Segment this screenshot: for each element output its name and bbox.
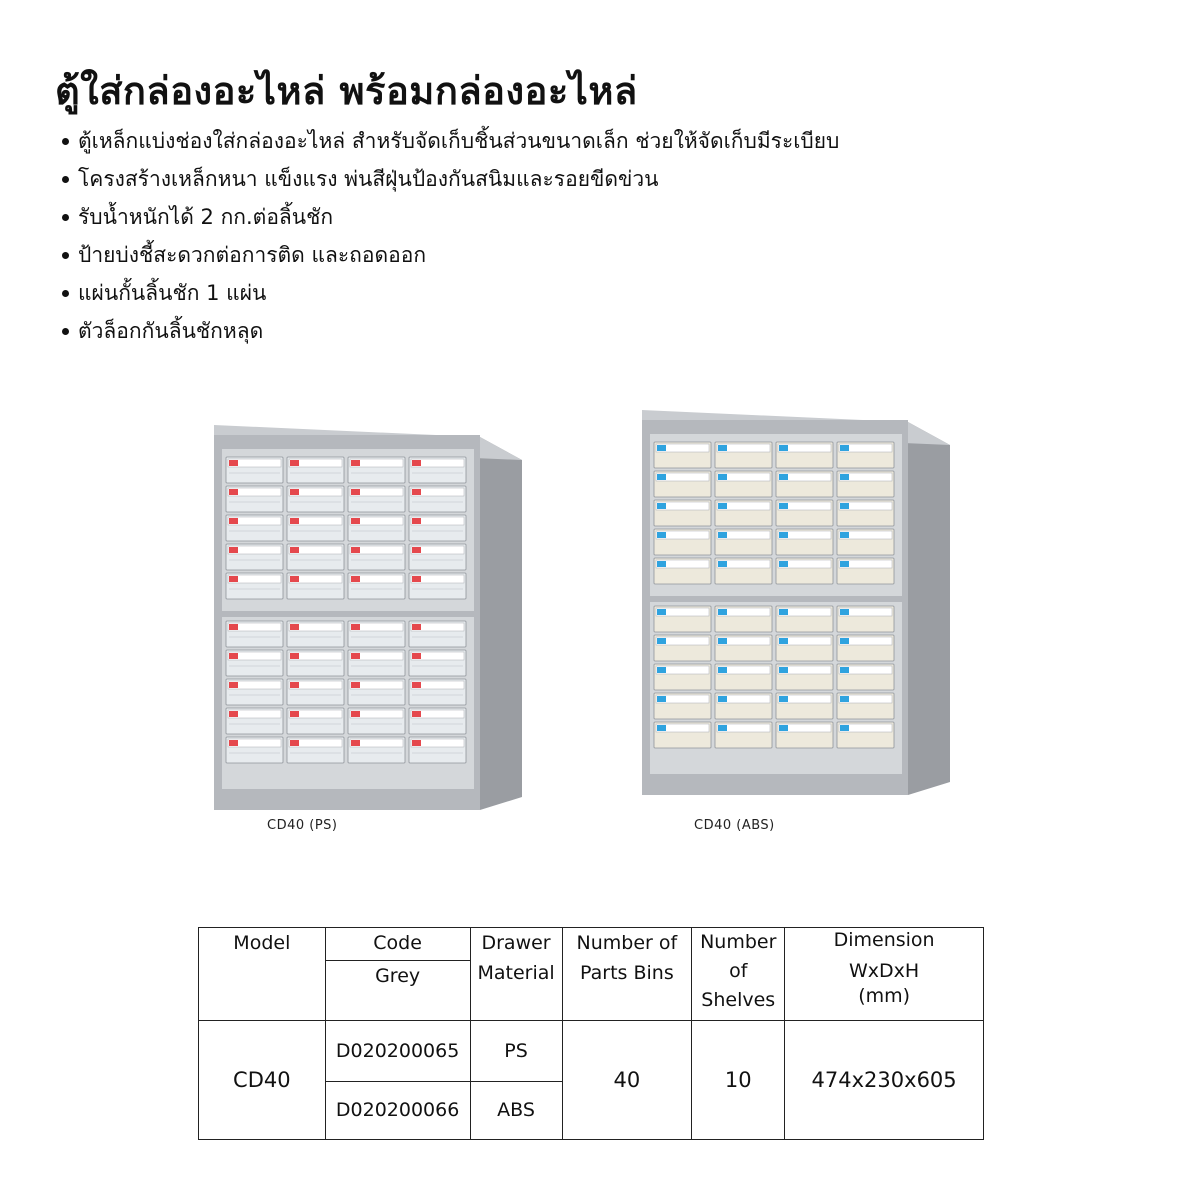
drawer-label-tag — [351, 576, 360, 582]
drawer-label-tag — [657, 474, 666, 480]
drawer-label-tag — [290, 682, 299, 688]
drawer-label-tag — [412, 518, 421, 524]
drawer-label-tag — [229, 624, 238, 630]
drawer-label-tag — [229, 576, 238, 582]
drawer-label-tag — [290, 711, 299, 717]
drawer-label-tag — [657, 561, 666, 567]
drawer-label-tag — [718, 561, 727, 567]
drawer-label-tag — [290, 653, 299, 659]
drawer-label-tag — [412, 460, 421, 466]
drawer-label-tag — [351, 711, 360, 717]
feature-item: โครงสร้างเหล็กหนา แข็งแรง พ่นสีฝุ่นป้องกันสนิมและรอยขีดข่วน — [62, 160, 839, 198]
page-title: ตู้ใส่กล่องอะไหล่ พร้อมกล่องอะไหล่ — [55, 69, 638, 113]
cell-shelves: 10 — [692, 1021, 785, 1140]
drawer-label-tag — [718, 609, 727, 615]
feature-item: ตัวล็อกกันลิ้นชักหลุด — [62, 312, 839, 350]
drawer-label-tag — [412, 682, 421, 688]
drawer-label-tag — [351, 547, 360, 553]
cell-parts-bins: 40 — [562, 1021, 692, 1140]
header-model: Model — [199, 928, 326, 1021]
drawer-label-tag — [290, 547, 299, 553]
header-code: Code — [325, 928, 470, 961]
feature-list — [62, 122, 839, 350]
drawer-label-tag — [290, 624, 299, 630]
feature-item: ตู้เหล็กแบ่งช่องใส่กล่องอะไหล่ สำหรับจัดเก็บชิ้นส่วนขนาดเล็ก ช่วยให้จัดเก็บมีระเบียบ — [62, 122, 839, 160]
drawer-label-tag — [351, 682, 360, 688]
drawer-label-tag — [290, 460, 299, 466]
header-parts-bins: Number of Parts Bins — [562, 928, 692, 1021]
drawer-label-tag — [412, 711, 421, 717]
drawer-label-tag — [779, 474, 788, 480]
drawer-label-tag — [229, 682, 238, 688]
drawer-label-tag — [779, 696, 788, 702]
feature-item: รับน้ำหนักได้ 2 กก.ต่อลิ้นชัก — [62, 198, 839, 236]
cabinet-side-panel — [908, 422, 950, 795]
drawer-label-tag — [351, 460, 360, 466]
cell-dimension: 474x230x605 — [785, 1021, 984, 1140]
drawer-label-tag — [290, 740, 299, 746]
drawer-label-tag — [657, 503, 666, 509]
drawer-label-tag — [779, 561, 788, 567]
drawer-label-tag — [779, 445, 788, 451]
drawer-label-tag — [229, 547, 238, 553]
drawer-label-tag — [657, 609, 666, 615]
drawer-label-tag — [412, 624, 421, 630]
drawer-label-tag — [229, 711, 238, 717]
drawer-label-tag — [351, 740, 360, 746]
drawer-label-tag — [840, 532, 849, 538]
drawer-label-tag — [840, 561, 849, 567]
feature-item: แผ่นกั้นลิ้นชัก 1 แผ่น — [62, 274, 839, 312]
drawer-label-tag — [657, 667, 666, 673]
drawer-label-tag — [779, 609, 788, 615]
cell-material: ABS — [470, 1081, 562, 1139]
cabinet-ps-image — [210, 425, 535, 810]
drawer-label-tag — [657, 445, 666, 451]
drawer-label-tag — [351, 518, 360, 524]
drawer-label-tag — [229, 489, 238, 495]
drawer-label-tag — [779, 667, 788, 673]
drawer-label-tag — [351, 624, 360, 630]
cell-code: D020200066 — [325, 1081, 470, 1139]
feature-item: ป้ายบ่งชี้สะดวกต่อการติด และถอดออก — [62, 236, 839, 274]
drawer-label-tag — [351, 653, 360, 659]
cabinet-side-panel — [480, 437, 522, 810]
drawer-label-tag — [840, 609, 849, 615]
cell-material: PS — [470, 1021, 562, 1081]
drawer-label-tag — [351, 489, 360, 495]
drawer-label-tag — [290, 489, 299, 495]
drawer-label-tag — [718, 503, 727, 509]
drawer-label-tag — [840, 696, 849, 702]
drawer-label-tag — [657, 696, 666, 702]
drawer-label-tag — [412, 653, 421, 659]
drawer-label-tag — [840, 638, 849, 644]
drawer-label-tag — [718, 445, 727, 451]
drawer-label-tag — [657, 638, 666, 644]
drawer-label-tag — [840, 667, 849, 673]
drawer-label-tag — [412, 489, 421, 495]
drawer-label-tag — [412, 576, 421, 582]
drawer-label-tag — [779, 503, 788, 509]
drawer-label-tag — [779, 638, 788, 644]
drawer-label-tag — [718, 696, 727, 702]
drawer-label-tag — [229, 518, 238, 524]
drawer-label-tag — [718, 638, 727, 644]
cabinet-abs-image — [638, 410, 963, 795]
cabinet-shelf — [222, 611, 474, 617]
drawer-label-tag — [840, 725, 849, 731]
drawer-label-tag — [718, 532, 727, 538]
drawer-label-tag — [229, 460, 238, 466]
drawer-label-tag — [657, 532, 666, 538]
drawer-label-tag — [290, 576, 299, 582]
drawer-label-tag — [840, 445, 849, 451]
cell-code: D020200065 — [325, 1021, 470, 1081]
caption-abs: CD40 (ABS) — [694, 818, 775, 833]
cabinet-shelf — [650, 596, 902, 602]
header-shelves: Number of Shelves — [692, 928, 785, 1021]
drawer-label-tag — [412, 740, 421, 746]
drawer-label-tag — [290, 518, 299, 524]
cell-model: CD40 — [199, 1021, 326, 1140]
drawer-label-tag — [229, 740, 238, 746]
drawer-label-tag — [840, 474, 849, 480]
drawer-label-tag — [840, 503, 849, 509]
drawer-label-tag — [718, 725, 727, 731]
drawer-label-tag — [229, 653, 238, 659]
drawer-label-tag — [718, 474, 727, 480]
drawer-label-tag — [718, 667, 727, 673]
drawer-label-tag — [779, 532, 788, 538]
drawer-label-tag — [779, 725, 788, 731]
drawer-label-tag — [412, 547, 421, 553]
caption-ps: CD40 (PS) — [267, 818, 338, 833]
drawer-label-tag — [657, 725, 666, 731]
header-dimension: Dimension WxDxH (mm) — [785, 928, 984, 1021]
header-material: Drawer Material — [470, 928, 562, 1021]
spec-table — [198, 927, 984, 1140]
header-code-grey: Grey — [325, 961, 470, 1021]
